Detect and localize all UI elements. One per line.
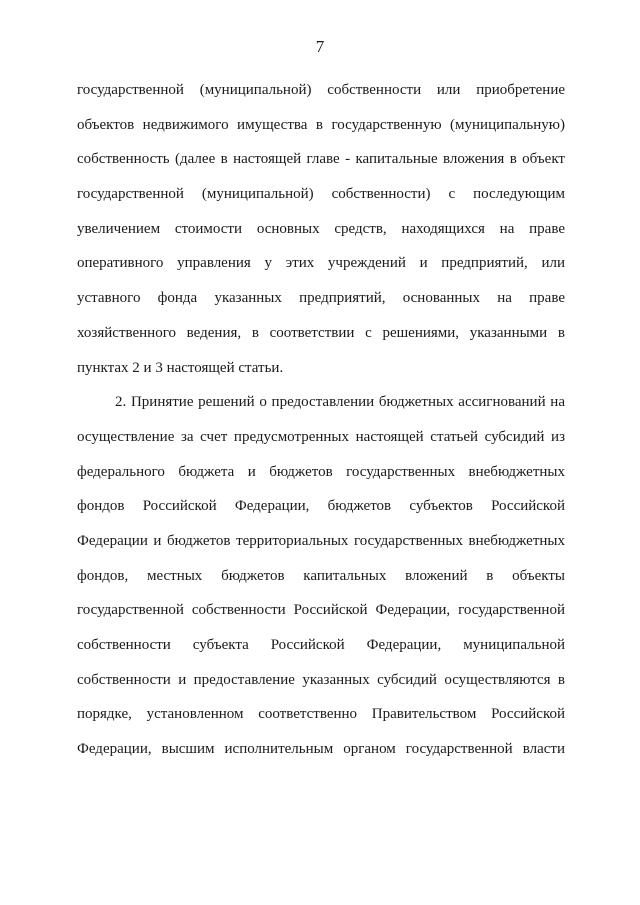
page-number: 7 xyxy=(315,37,325,56)
text-line: федерального бюджета и бюджетов государственных внебюджетных xyxy=(77,463,565,480)
text-line: 2. Принятие решений о предоставлении бюджетных ассигнований на xyxy=(115,394,565,411)
paragraph-continuation xyxy=(77,73,565,385)
paragraph-item-2 xyxy=(77,385,565,767)
text-line: фондов, местных бюджетов капитальных вложений в объекты xyxy=(77,567,565,584)
text-line: фондов Российской Федерации, бюджетов субъектов Российской xyxy=(77,498,565,515)
text-line: уставного фонда указанных предприятий, основанных на праве xyxy=(77,290,565,307)
text-line: пунктах 2 и 3 настоящей статьи. xyxy=(77,359,284,376)
text-line: собственность (далее в настоящей главе - капитальные вложения в объект xyxy=(77,151,565,168)
text-line: осуществление за счет предусмотренных настоящей статьей субсидий из xyxy=(77,428,565,445)
text-line: Федерации и бюджетов территориальных государственных внебюджетных xyxy=(77,532,565,549)
text-line: Федерации, высшим исполнительным органом государственной власти xyxy=(77,741,565,758)
text-line: объектов недвижимого имущества в государственную (муниципальную) xyxy=(77,116,565,133)
text-line: государственной (муниципальной) собственности или приобретение xyxy=(77,82,565,98)
text-line: оперативного управления у этих учреждений и предприятий, или xyxy=(77,255,565,272)
text-line: государственной (муниципальной) собственности) с последующим xyxy=(77,186,565,203)
text-line: собственности субъекта Российской Федерации, муниципальной xyxy=(77,637,565,653)
text-line: собственности и предоставление указанных субсидий осуществляются в xyxy=(77,671,565,688)
document-body xyxy=(77,73,565,767)
text-line: государственной собственности Российской Федерации, государственной xyxy=(77,602,565,619)
text-line: хозяйственного ведения, в соответствии с решениями, указанными в xyxy=(77,324,565,341)
text-line: порядке, установленном соответственно Правительством Российской xyxy=(77,706,565,723)
text-line: увеличением стоимости основных средств, находящихся на праве xyxy=(77,220,565,237)
